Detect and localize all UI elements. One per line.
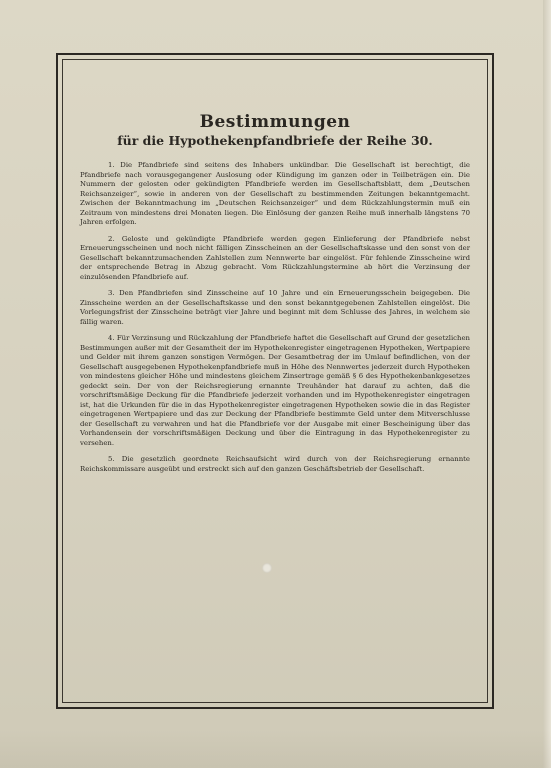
punch-hole: [262, 563, 272, 573]
document-subtitle: für die Hypothekenpfandbriefe der Reihe 30.: [117, 133, 433, 148]
term-paragraph-3: 3. Den Pfandbriefen sind Zinsscheine auf 10 Jahre und ein Erneuerungsschein beigegeben. Die Zinsscheine werden an der Gesellschaftskasse und den sonst bekanntgegebenen Zahlstellen eingelöst. Die Vorlegungsfrist der Zinsscheine beträgt vier Jahre und beginnt mit dem Schlusse des Jahres, in welchem sie fällig waren.: [80, 289, 470, 326]
term-paragraph-1: 1. Die Pfandbriefe sind seitens des Inhabers unkündbar. Die Gesellschaft ist berechtigt, die Pfandbriefe nach vorausgegangener Auslosung oder Kündigung im ganzen oder in Teilbeträgen ein. Die Nummern der gelosten oder gekündigten Pfandbriefe werden im Gesellschaftsblatt, dem „Deutschen Reichsanzeiger“, sowie in anderen von der Gesellschaft zu bestimmenden Zeitungen bekanntgemacht. Zwischen der Bekanntmachung im „Deutschen Reichsanzeiger“ und dem Rückzahlungstermin muß ein Zeitraum von mindestens drei Monaten liegen. Die Einlösung der ganzen Reihe muß innerhalb längstens 70 Jahren erfolgen.: [80, 161, 470, 226]
term-paragraph-4: 4. Für Verzinsung und Rückzahlung der Pfandbriefe haftet die Gesellschaft auf Grund der gesetzlichen Bestimmungen außer mit der Gesamtheit der im Hypothekenregister eingetragenen Hypotheken, Wertpapiere und Gelder mit ihrem ganzen sonstigen Vermögen. Der Gesamtbetrag der im Umlauf befindlichen, von der Gesellschaft ausgegebenen Hypothekenpfandbriefe muß in Höhe des Nennwertes jederzeit durch Hypotheken von mindestens gleicher Höhe und mindestens gleichem Zinsertrage gemäß § 6 des Hypothekenbankgesetzes gedeckt sein. Der von der Reichsregierung ernannte Treuhänder hat darauf zu achten, daß die vorschriftsmäßige Deckung für die Pfandbriefe jederzeit vorhanden und im Hypothekenregister eingetragen ist, hat die Urkunden für die in das Hypothekenregister eingetragenen Hypotheken sowie die in das Register eingetragenen Wertpapiere und das zur Deckung der Pfandbriefe bestimmte Geld unter dem Mitverschlusse der Gesellschaft zu verwahren und hat die Pfandbriefe vor der Ausgabe mit einer Bescheinigung über das Vorhandensein der vorschriftsmäßigen Deckung und über die Eintragung in das Hypothekenregister zu versehen.: [80, 334, 470, 447]
terms-list: [80, 161, 470, 474]
document-title: Bestimmungen: [199, 112, 351, 132]
term-paragraph-5: 5. Die gesetzlich geordnete Reichsaufsicht wird durch von der Reichsregierung ernannte Reichskommissare ausgeübt und erstreckt sich auf den ganzen Geschäftsbetrieb der Gesellschaft.: [80, 455, 470, 473]
document-content: [80, 112, 470, 481]
term-paragraph-2: 2. Geloste und gekündigte Pfandbriefe werden gegen Einlieferung der Pfandbriefe nebst Erneuerungsscheinen und noch nicht fälligen Zinsscheinen an der Gesellschaftskasse und den sonst von der Gesellschaft bekanntzumachenden Zahlstellen zum Nennwerte bar eingelöst. Für fehlende Zinsscheine wird der entsprechende Betrag in Abzug gebracht. Vom Rückzahlungstermine ab hört die Verzinsung der einzulösenden Pfandbriefe auf.: [80, 234, 470, 281]
paper-edge: [543, 0, 551, 768]
paper-shadow: [0, 730, 551, 768]
